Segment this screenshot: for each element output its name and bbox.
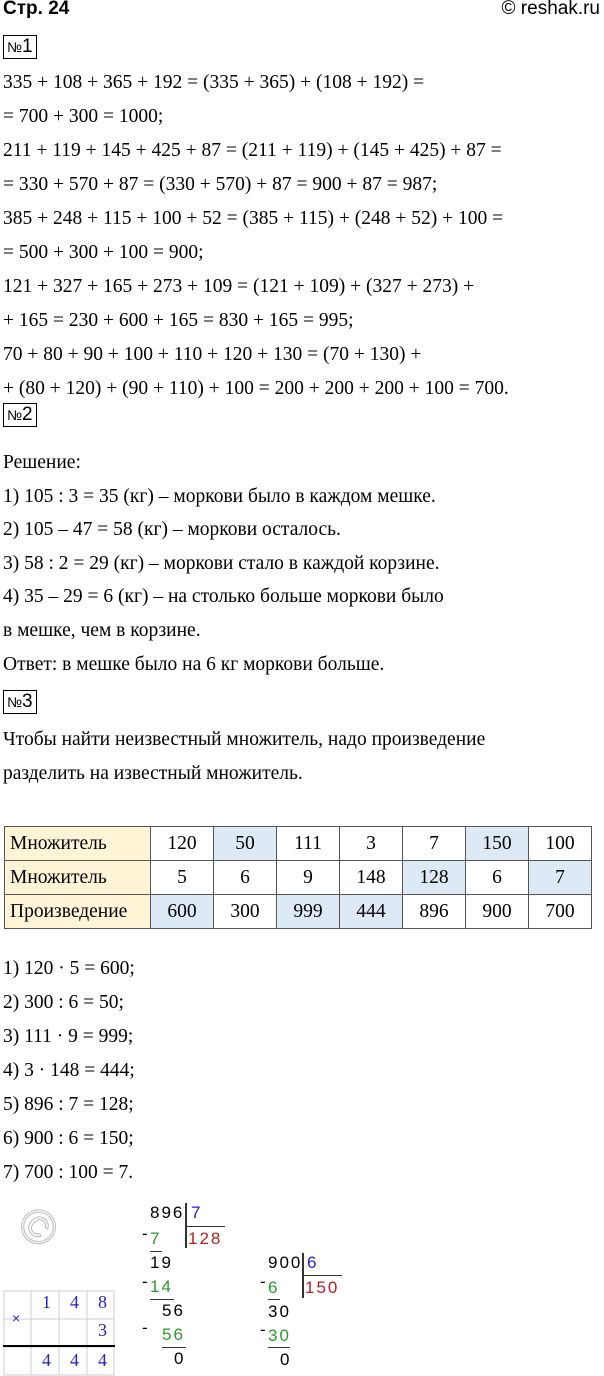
- mult-digit: 8: [98, 1292, 107, 1312]
- table-cell: 120: [151, 827, 214, 861]
- row-header: Произведение: [5, 895, 151, 929]
- task-number-3: №3: [3, 690, 37, 714]
- watermark: ©: [6, 1196, 69, 1259]
- task2-line: 1) 105 : 3 = 35 (кг) – моркови было в каждом мешке.: [3, 485, 436, 507]
- row-header: Множитель: [5, 861, 151, 895]
- mult-digit: 3: [98, 1320, 107, 1340]
- table-cell: 5: [151, 861, 214, 895]
- division-step: 7: [150, 1229, 162, 1248]
- solution-line: 1) 120 · 5 = 600;: [3, 958, 135, 979]
- solution-line: 5) 896 : 7 = 128;: [3, 1094, 134, 1115]
- table-row: [5, 895, 592, 929]
- dividend: 896: [150, 1203, 185, 1222]
- division-step: 0: [174, 1349, 186, 1368]
- table-cell: 150: [466, 827, 529, 861]
- task3-line: разделить на известный множитель.: [3, 763, 303, 784]
- table-cell: 7: [529, 861, 592, 895]
- task1-line: = 330 + 570 + 87 = (330 + 570) + 87 = 900 + 87 = 987;: [3, 174, 438, 195]
- divisor: 6: [307, 1253, 319, 1272]
- table-cell: 9: [277, 861, 340, 895]
- task2-line: 4) 35 – 29 = 6 (кг) – на столько больше моркови было: [3, 586, 444, 608]
- table-row: [5, 861, 592, 895]
- division-step: 0: [280, 1350, 292, 1369]
- table-cell: 300: [214, 895, 277, 929]
- table-cell: 600: [151, 895, 214, 929]
- solution-line: 2) 300 : 6 = 50;: [3, 992, 124, 1013]
- division-step: 6: [268, 1278, 280, 1297]
- division-step: 19: [150, 1253, 173, 1272]
- row-header: Множитель: [5, 827, 151, 861]
- task-number-1: №1: [3, 35, 37, 59]
- task2-line: 2) 105 – 47 = 58 (кг) – моркови осталось.: [3, 519, 341, 541]
- mult-result-digit: 4: [42, 1350, 51, 1370]
- task1-line: + (80 + 120) + (90 + 110) + 100 = 200 + 200 + 200 + 100 = 700.: [3, 378, 509, 399]
- task2-line: Решение:: [3, 452, 81, 473]
- task1-line: 121 + 327 + 165 + 273 + 109 = (121 + 109) + (327 + 273) +: [3, 276, 475, 297]
- table-cell: 128: [403, 861, 466, 895]
- table-cell: 3: [340, 827, 403, 861]
- solution-line: 6) 900 : 6 = 150;: [3, 1128, 134, 1149]
- solution-line: 3) 111 · 9 = 999;: [3, 1026, 134, 1047]
- mult-result-digit: 4: [70, 1350, 79, 1370]
- quotient: 128: [188, 1229, 223, 1248]
- table-cell: 6: [214, 861, 277, 895]
- table-cell: 444: [340, 895, 403, 929]
- table-cell: 896: [403, 895, 466, 929]
- task3-line: Чтобы найти неизвестный множитель, надо произведение: [3, 729, 486, 750]
- solution-line: 7) 700 : 100 = 7.: [3, 1162, 134, 1183]
- task-number-2: №2: [3, 403, 37, 427]
- table-cell: 111: [277, 827, 340, 861]
- table-cell: 999: [277, 895, 340, 929]
- table-cell: 7: [403, 827, 466, 861]
- division-step: 56: [162, 1325, 185, 1344]
- multiplier-table: [4, 826, 592, 929]
- table-cell: 700: [529, 895, 592, 929]
- division-step: 30: [268, 1302, 291, 1321]
- division-step: 56: [162, 1301, 185, 1320]
- site-copyright: © reshak.ru: [501, 0, 600, 19]
- divisor: 7: [191, 1203, 203, 1222]
- task1-line: 385 + 248 + 115 + 100 + 52 = (385 + 115) + (248 + 52) + 100 =: [3, 208, 504, 229]
- table-cell: 6: [466, 861, 529, 895]
- task2-line: 3) 58 : 2 = 29 (кг) – моркови стало в каждой корзине.: [3, 552, 440, 574]
- task1-line: = 700 + 300 = 1000;: [3, 106, 164, 127]
- table-cell: 50: [214, 827, 277, 861]
- mult-digit: 4: [70, 1292, 79, 1312]
- task1-line: 211 + 119 + 145 + 425 + 87 = (211 + 119) + (145 + 425) + 87 =: [3, 140, 502, 161]
- task2-line: в мешке, чем в корзине.: [3, 620, 201, 641]
- task1-line: 335 + 108 + 365 + 192 = (335 + 365) + (108 + 192) =: [3, 72, 425, 93]
- task1-line: = 500 + 300 + 100 = 900;: [3, 242, 204, 263]
- page: Стр. 24 © reshak.ru №1 №2 №3 Множитель 120 50 111 3 7 150 100 Множитель 5 6 9 148 128 6 7 Произведение 600 300 999 444 896 900 700 × © 335 + 108 + 365 + 192 = (335 + 365) + (108 + 192) = = 700 + 300 = 1000; 211 + 119 + 145 + 425 + 87 = (211 + 119) + (145 + 425) + 87 = = 330 + 570 + 87 = (330 + 570) + 87 = 900 + 87 = 987; 385 + 248 + 115 + 100 + 52 = (385 + 115) + (248 + 52) + 100 = = 500 + 300 + 100 = 900; 121 + 327 + 165 + 273 + 109 = (121 + 109) + (327 + 273) + + 165 = 230 + 600 + 165 = 830 + 165 = 995; 70 + 80 + 90 + 100 + 110 + 120 + 130 = (70 + 130) + + (80 + 120) + (90 + 110) + 100 = 200 + 200 + 200 + 100 = 700. Решение: 1) 105 : 3 = 35 (кг) – моркови было в каждом мешке. 2) 105 – 47 = 58 (кг) – моркови осталось. 3) 58 : 2 = 29 (кг) – моркови стало в каждой корзине. 4) 35 – 29 = 6 (кг) – на столько больше моркови было в мешке, чем в корзине. Ответ: в мешке было на 6 кг моркови больше. Чтобы найти неизвестный множитель, надо произведение разделить на известный множитель. 1) 120 · 5 = 600; 2) 300 : 6 = 50; 3) 111 · 9 = 999; 4) 3 · 148 = 444; 5) 896 : 7 = 128; 6) 900 : 6 = 150; 7) 700 : 100 = 7. 1 4 8 3 4 4 4 896 7 128 7 19 14 56 56 0 - - - 900 6 150 6 30 30 0 - -: [0, 0, 604, 1376]
- multiply-sign: ×: [12, 1310, 21, 1326]
- division-step: 14: [150, 1277, 173, 1296]
- page-number: Стр. 24: [3, 0, 70, 19]
- mult-result-digit: 4: [98, 1350, 107, 1370]
- division-step: 30: [268, 1326, 291, 1345]
- quotient: 150: [305, 1278, 340, 1297]
- table-cell: 100: [529, 827, 592, 861]
- task2-line: Ответ: в мешке было на 6 кг моркови больше.: [3, 653, 385, 675]
- mult-digit: 1: [42, 1292, 51, 1312]
- dividend: 900: [268, 1253, 303, 1272]
- table-row: [5, 827, 592, 861]
- solution-line: 4) 3 · 148 = 444;: [3, 1060, 135, 1081]
- task1-line: + 165 = 230 + 600 + 165 = 830 + 165 = 995;: [3, 310, 354, 331]
- table-cell: 900: [466, 895, 529, 929]
- task1-line: 70 + 80 + 90 + 100 + 110 + 120 + 130 = (70 + 130) +: [3, 344, 422, 365]
- table-cell: 148: [340, 861, 403, 895]
